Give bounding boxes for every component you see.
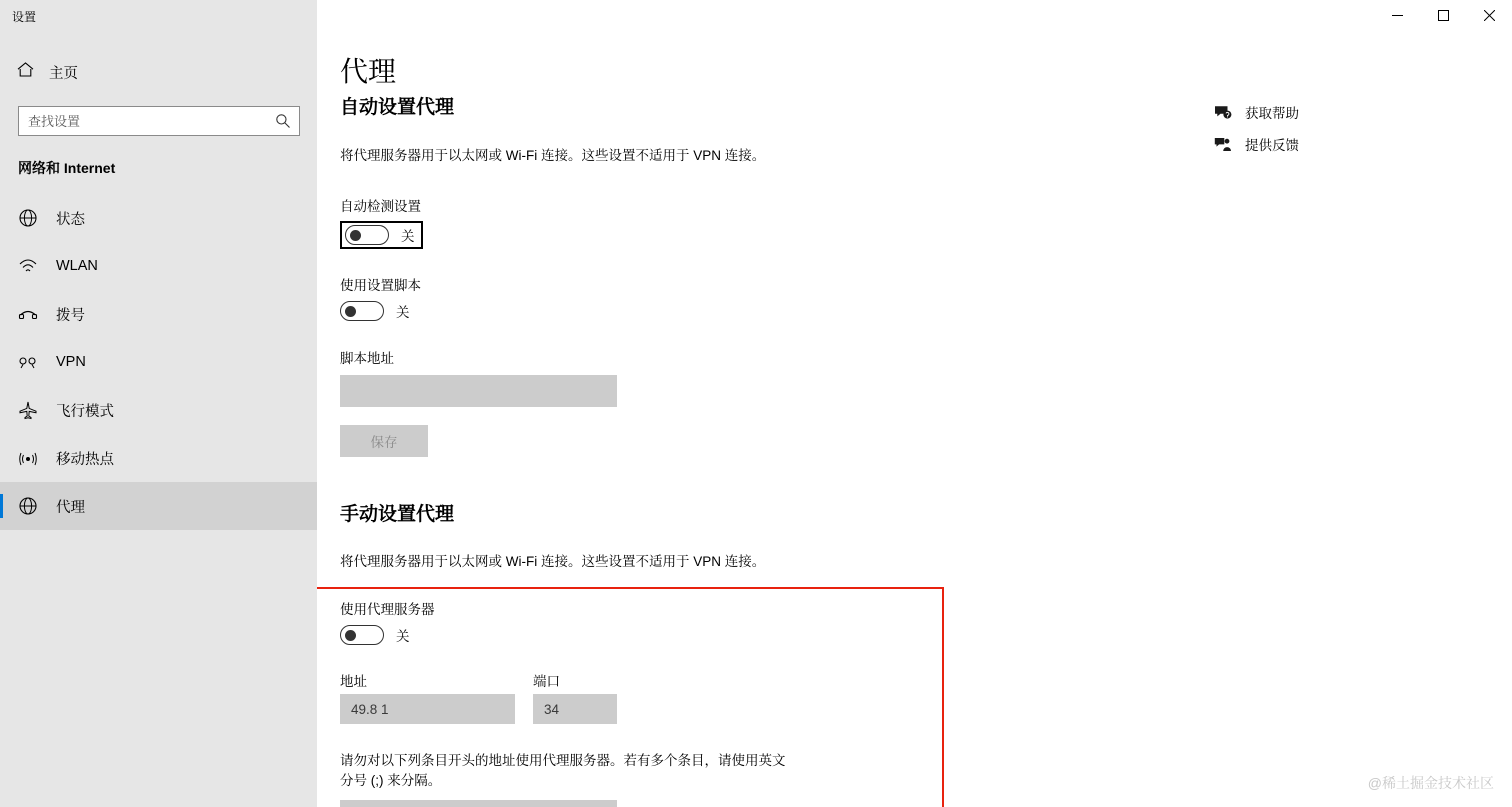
use-proxy-state: 关 xyxy=(396,629,410,644)
auto-detect-toggle[interactable] xyxy=(345,225,389,245)
sidebar-item-proxy[interactable] xyxy=(0,482,317,530)
airplane-icon xyxy=(18,400,38,420)
help-link-label: 提供反馈 xyxy=(1245,138,1299,153)
hotspot-icon xyxy=(18,448,38,468)
manual-proxy-heading: 手动设置代理 xyxy=(340,504,455,525)
sidebar-item-label: VPN xyxy=(56,354,86,370)
help-chat-icon xyxy=(1214,103,1232,121)
auto-proxy-heading: 自动设置代理 xyxy=(340,97,455,118)
sidebar-item-label: 拨号 xyxy=(56,307,85,324)
window-caption: 设置 xyxy=(12,10,37,24)
search-icon[interactable] xyxy=(275,113,291,129)
title-bar xyxy=(0,0,1512,32)
settings-content xyxy=(340,92,1040,807)
sidebar-item-label: 代理 xyxy=(56,499,85,516)
sidebar-home-label: 主页 xyxy=(49,65,78,82)
manual-proxy-description: 将代理服务器用于以太网或 Wi-Fi 连接。这些设置不适用于 VPN 连接。 xyxy=(340,554,766,569)
exceptions-input[interactable] xyxy=(340,800,617,807)
vpn-icon xyxy=(18,352,38,372)
sidebar-item-vpn[interactable] xyxy=(0,338,317,386)
page-title: 代理 xyxy=(340,56,397,87)
phone-icon xyxy=(18,304,38,324)
minimize-icon[interactable] xyxy=(1374,0,1420,30)
help-link-label: 获取帮助 xyxy=(1245,106,1299,121)
sidebar-item-label: 状态 xyxy=(56,211,85,228)
sidebar-item-home[interactable] xyxy=(0,54,317,90)
sidebar-item-dialup[interactable] xyxy=(0,290,317,338)
sidebar-nav xyxy=(0,194,317,530)
window-controls xyxy=(1374,0,1512,30)
maximize-icon[interactable] xyxy=(1420,0,1466,30)
help-links xyxy=(1214,96,1364,160)
main-panel xyxy=(317,0,1512,807)
address-label: 地址 xyxy=(340,674,367,689)
script-address-input[interactable] xyxy=(340,375,617,407)
close-icon[interactable] xyxy=(1466,0,1512,30)
use-proxy-toggle[interactable] xyxy=(340,625,384,645)
sidebar-group-title: 网络和 Internet xyxy=(18,160,116,176)
use-proxy-label: 使用代理服务器 xyxy=(340,602,435,617)
search-box[interactable] xyxy=(18,106,300,136)
globe-icon xyxy=(18,208,38,228)
save-button[interactable]: 保存 xyxy=(340,425,428,457)
script-address-label: 脚本地址 xyxy=(340,351,394,366)
exceptions-note: 请勿对以下列条目开头的地址使用代理服务器。若有多个条目，请使用英文分号 (;) 来分隔。 xyxy=(340,753,786,788)
use-script-state: 关 xyxy=(396,305,410,320)
sidebar-item-label: 移动热点 xyxy=(56,451,114,468)
sidebar-item-status[interactable] xyxy=(0,194,317,242)
home-icon xyxy=(16,60,35,84)
auto-detect-toggle-focus[interactable] xyxy=(340,221,423,249)
port-input[interactable] xyxy=(533,694,617,724)
sidebar-item-label: WLAN xyxy=(56,258,98,274)
sidebar-item-wlan[interactable] xyxy=(0,242,317,290)
feedback-link[interactable] xyxy=(1214,128,1364,160)
sidebar xyxy=(0,0,317,807)
get-help-link[interactable] xyxy=(1214,96,1364,128)
address-input[interactable] xyxy=(340,694,515,724)
port-label: 端口 xyxy=(533,674,560,689)
use-script-toggle[interactable] xyxy=(340,301,384,321)
use-script-label: 使用设置脚本 xyxy=(340,278,421,293)
auto-detect-label: 自动检测设置 xyxy=(340,199,421,214)
feedback-person-icon xyxy=(1214,135,1232,153)
search-input[interactable] xyxy=(19,108,269,134)
auto-detect-state: 关 xyxy=(401,229,415,244)
proxy-globe-icon xyxy=(18,496,38,516)
address-field-group xyxy=(340,670,515,724)
sidebar-item-airplane[interactable] xyxy=(0,386,317,434)
sidebar-item-label: 飞行模式 xyxy=(56,403,114,420)
watermark: @稀土掘金技术社区 xyxy=(1367,775,1494,791)
wifi-icon xyxy=(18,256,38,276)
sidebar-item-hotspot[interactable] xyxy=(0,434,317,482)
port-field-group xyxy=(533,670,617,724)
auto-proxy-description: 将代理服务器用于以太网或 Wi-Fi 连接。这些设置不适用于 VPN 连接。 xyxy=(340,148,766,163)
